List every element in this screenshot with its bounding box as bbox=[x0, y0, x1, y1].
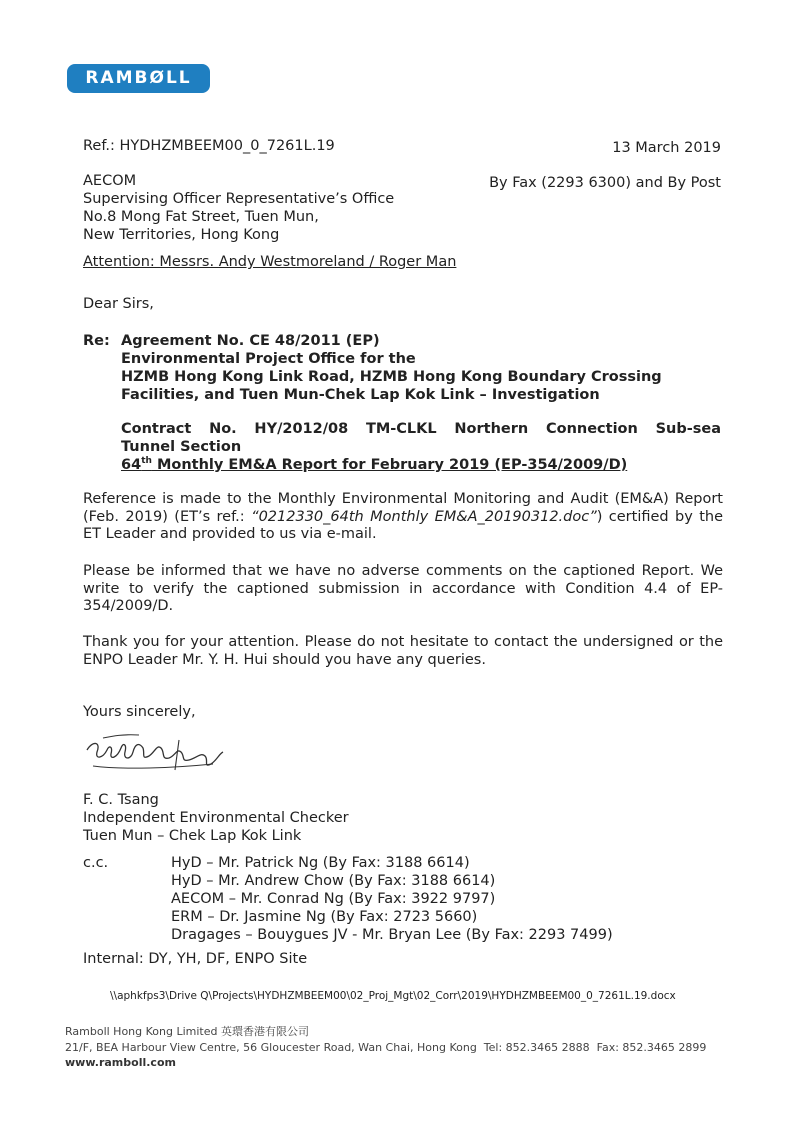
paragraph-comments: Please be informed that we have no adverse comments on the captioned Report. We write to verify the captioned submission in accordance with Condition 4.4 of EP-354/2009/D. bbox=[83, 563, 723, 614]
paragraph-text: ) certified by the ET Leader and provided to us via e-mail. bbox=[83, 508, 723, 542]
signer-project: Tuen Mun – Chek Lap Kok Link bbox=[83, 828, 302, 844]
subject-line: HZMB Hong Kong Link Road, HZMB Hong Kong Boundary Crossing bbox=[121, 369, 662, 385]
closing: Yours sincerely, bbox=[83, 704, 196, 720]
recipient-line: New Territories, Hong Kong bbox=[83, 227, 280, 243]
report-number: 64 bbox=[121, 457, 142, 473]
subject-line: Facilities, and Tuen Mun-Chek Lap Kok Link – Investigation bbox=[121, 387, 600, 403]
cc-entry: ERM – Dr. Jasmine Ng (By Fax: 2723 5660) bbox=[171, 909, 478, 925]
file-path: \\aphkfps3\Drive Q\Projects\HYDHZMBEEM00\02_Proj_Mgt\02_Corr\2019\HYDHZMBEEM00_0_7261L.19.docx bbox=[110, 990, 676, 1002]
cc-entry: HyD – Mr. Andrew Chow (By Fax: 3188 6614) bbox=[171, 873, 496, 889]
recipient-line: No.8 Mong Fat Street, Tuen Mun, bbox=[83, 209, 319, 225]
cc-label: c.c. bbox=[83, 855, 109, 871]
subject-line: Environmental Project Office for the bbox=[121, 351, 416, 367]
recipient-line: Supervising Officer Representative’s Office bbox=[83, 191, 395, 207]
subject-block bbox=[121, 332, 662, 404]
footer-contact bbox=[65, 1041, 706, 1055]
contract-line: Contract No. HY/2012/08 TM-CLKL Northern Connection Sub-sea bbox=[121, 421, 721, 437]
signature bbox=[83, 730, 233, 780]
re-label: Re: bbox=[83, 333, 110, 349]
salutation: Dear Sirs, bbox=[83, 296, 154, 312]
signer-block bbox=[83, 791, 349, 845]
cc-list bbox=[171, 854, 613, 944]
contract-line: Tunnel Section bbox=[121, 439, 242, 455]
paragraph-reference bbox=[83, 491, 723, 544]
report-filename: “0212330_64th Monthly EM&A_20190312.doc” bbox=[251, 508, 597, 525]
footer-fax: Fax: 852.3465 2899 bbox=[596, 1041, 707, 1054]
cc-entry: HyD – Mr. Patrick Ng (By Fax: 3188 6614) bbox=[171, 855, 470, 871]
footer-tel: Tel: 852.3465 2888 bbox=[483, 1041, 590, 1054]
internal-distribution: Internal: DY, YH, DF, ENPO Site bbox=[83, 951, 308, 967]
report-suffix: th bbox=[141, 456, 152, 467]
letter-date: 13 March 2019 bbox=[612, 140, 721, 156]
paragraph-thanks: Thank you for your attention. Please do not hesitate to contact the undersigned or the ENPO Leader Mr. Y. H. Hui should you have any queries. bbox=[83, 634, 723, 668]
recipient-address bbox=[83, 172, 394, 244]
paragraph-text: Reference is made to the Monthly Environmental Monitoring and Audit (EM&A) Report (Feb. 2019) (ET’s ref.: bbox=[83, 491, 723, 525]
reference-number: Ref.: HYDHZMBEEM00_0_7261L.19 bbox=[83, 138, 335, 154]
report-title-rest: Monthly EM&A Report for February 2019 (EP-354/2009/D) bbox=[151, 457, 628, 473]
report-title bbox=[121, 456, 721, 474]
signer-title: Independent Environmental Checker bbox=[83, 810, 349, 826]
delivery-method: By Fax (2293 6300) and By Post bbox=[489, 175, 721, 191]
cc-entry: Dragages – Bouygues JV - Mr. Bryan Lee (By Fax: 2293 7499) bbox=[171, 927, 613, 943]
signer-name: F. C. Tsang bbox=[83, 792, 159, 808]
cc-entry: AECOM – Mr. Conrad Ng (By Fax: 3922 9797) bbox=[171, 891, 496, 907]
footer-company: Ramboll Hong Kong Limited 英環香港有限公司 bbox=[65, 1025, 309, 1038]
attention-line: Attention: Messrs. Andy Westmoreland / Roger Man bbox=[83, 254, 457, 270]
footer-website[interactable]: www.ramboll.com bbox=[65, 1056, 176, 1069]
company-logo: RAMBØLL bbox=[67, 64, 210, 93]
recipient-name: AECOM bbox=[83, 173, 137, 189]
subject-line: Agreement No. CE 48/2011 (EP) bbox=[121, 333, 380, 349]
contract-block bbox=[121, 420, 721, 474]
footer-address: 21/F, BEA Harbour View Centre, 56 Gloucester Road, Wan Chai, Hong Kong bbox=[65, 1041, 477, 1054]
